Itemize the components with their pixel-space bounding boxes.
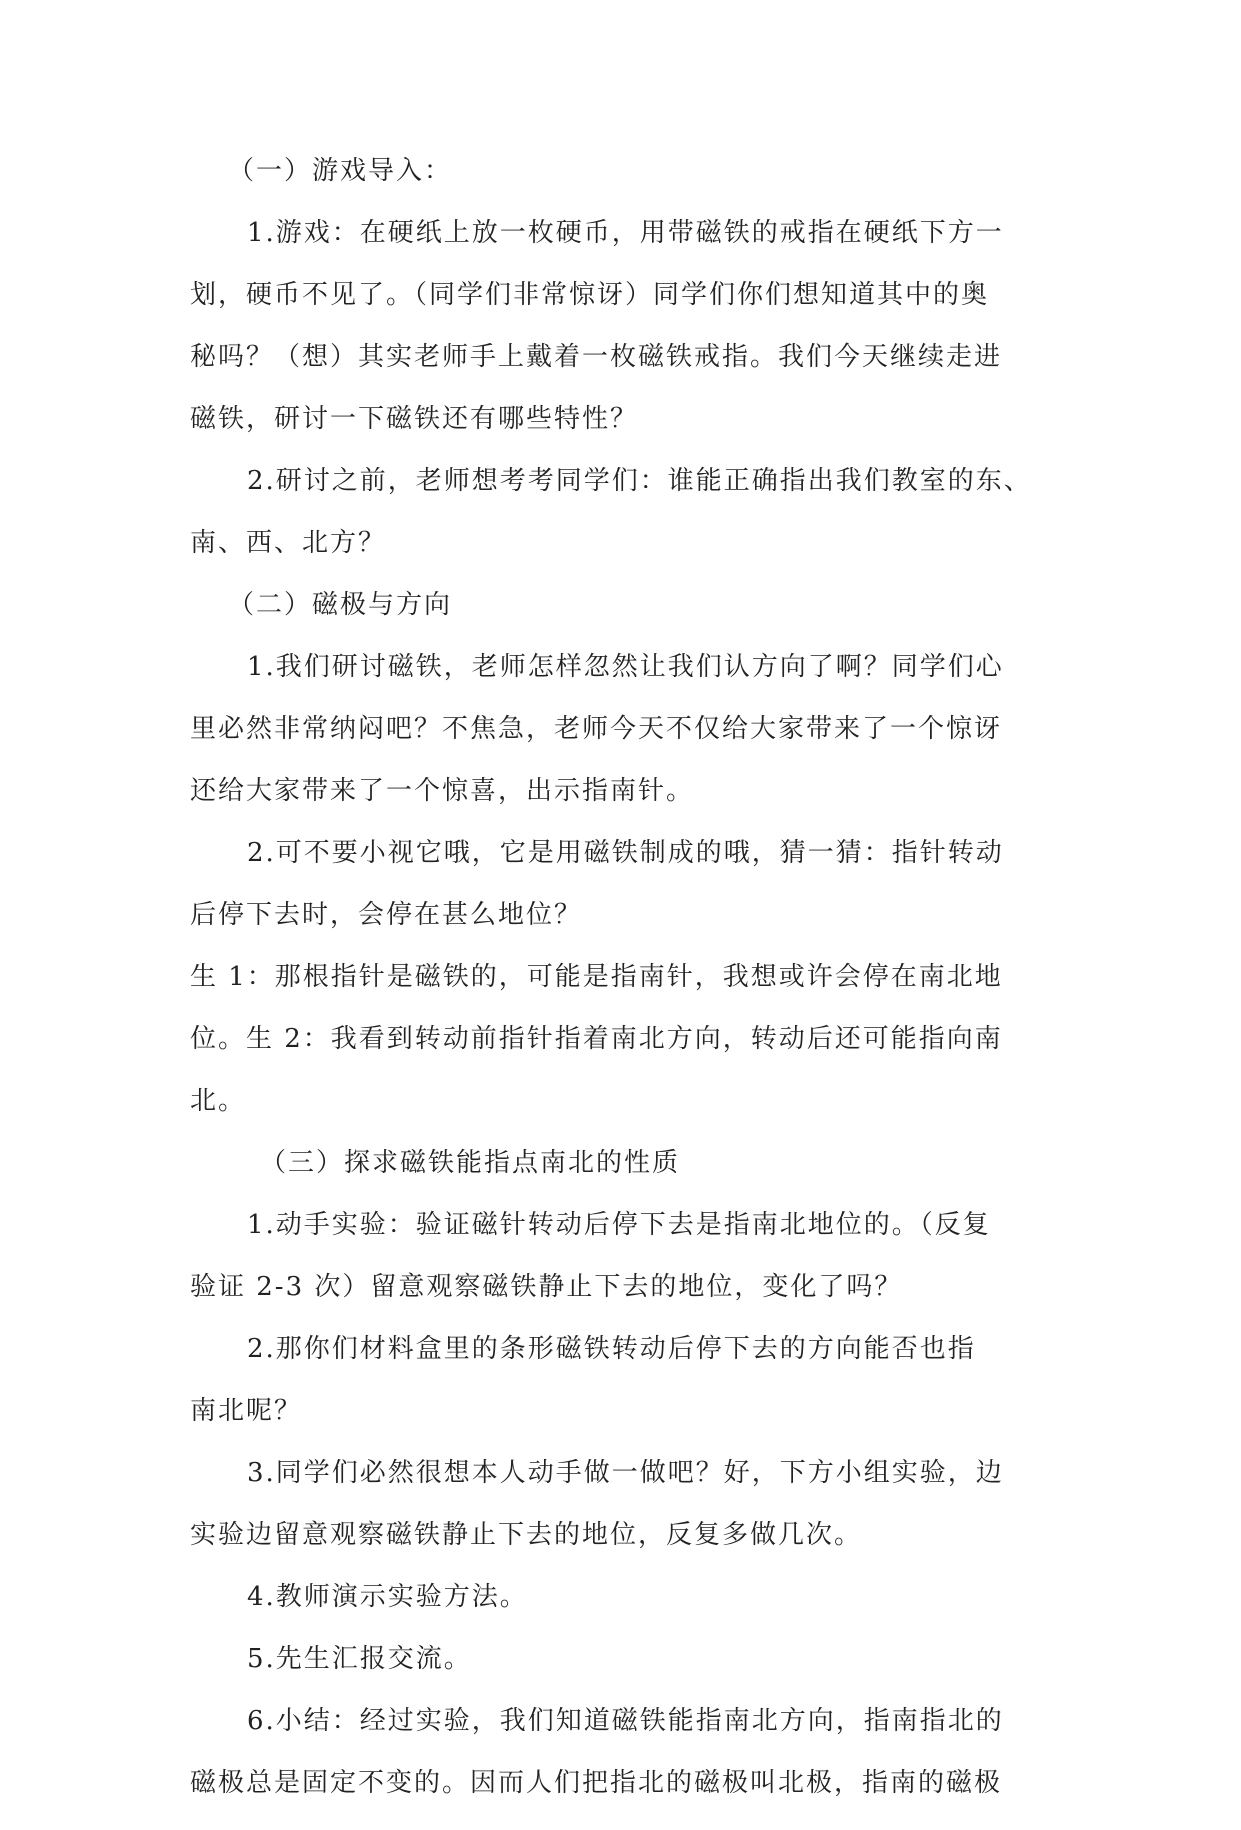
- text-line: 1.游戏：在硬纸上放一枚硬币，用带磁铁的戒指在硬纸下方一: [247, 218, 1004, 248]
- text-line: 1.动手实验：验证磁针转动后停下去是指南北地位的。（反复: [247, 1210, 991, 1240]
- text-line: 后停下去时，会停在甚么地位？: [190, 900, 583, 930]
- text-line: 北。: [190, 1086, 247, 1116]
- text-line: 南、西、北方？: [190, 528, 387, 558]
- text-line: 磁极总是固定不变的。因而人们把指北的磁极叫北极，指南的磁极: [190, 1768, 1003, 1798]
- document-page: [190, 156, 1060, 1830]
- text-line: 6.小结：经过实验，我们知道磁铁能指南北方向，指南指北的: [247, 1706, 1004, 1736]
- text-line: 1.我们研讨磁铁，老师怎样忽然让我们认方向了啊？同学们心: [247, 652, 1004, 682]
- text-line: （三）探求磁铁能指点南北的性质: [260, 1148, 681, 1178]
- text-line: 还给大家带来了一个惊喜，出示指南针。: [190, 776, 695, 806]
- text-line: 实验边留意观察磁铁静止下去的地位，反复多做几次。: [190, 1520, 863, 1550]
- document-body: [190, 156, 1060, 1799]
- text-line: 生 1：那根指针是磁铁的，可能是指南针，我想或许会停在南北地: [190, 962, 1003, 992]
- text-line: 南北呢？: [190, 1396, 303, 1426]
- text-line: （一）游戏导入：: [228, 156, 453, 186]
- text-line: 2.研讨之前，老师想考考同学们：谁能正确指出我们教室的东、: [247, 466, 1032, 496]
- text-line: 3.同学们必然很想本人动手做一做吧？好，下方小组实验，边: [247, 1458, 1004, 1488]
- text-line: 位。生 2：我看到转动前指针指着南北方向，转动后还可能指向南: [190, 1024, 1003, 1054]
- text-line: 磁铁，研讨一下磁铁还有哪些特性？: [190, 404, 639, 434]
- text-line: 2.可不要小视它哦，它是用磁铁制成的哦，猜一猜：指针转动: [247, 838, 1004, 868]
- text-line: 4.教师演示实验方法。: [247, 1582, 528, 1612]
- text-line: 验证 2-3 次）留意观察磁铁静止下去的地位，变化了吗？: [190, 1272, 903, 1302]
- text-line: 划，硬币不见了。（同学们非常惊讶）同学们你们想知道其中的奥: [190, 280, 990, 310]
- text-line: 秘吗？（想）其实老师手上戴着一枚磁铁戒指。我们今天继续走进: [190, 342, 1003, 372]
- text-line: 2.那你们材料盒里的条形磁铁转动后停下去的方向能否也指: [247, 1334, 976, 1364]
- text-line: 里必然非常纳闷吧？不焦急，老师今天不仅给大家带来了一个惊讶: [190, 714, 1003, 744]
- text-line: 5.先生汇报交流。: [247, 1644, 472, 1674]
- text-line: （二）磁极与方向: [228, 590, 453, 620]
